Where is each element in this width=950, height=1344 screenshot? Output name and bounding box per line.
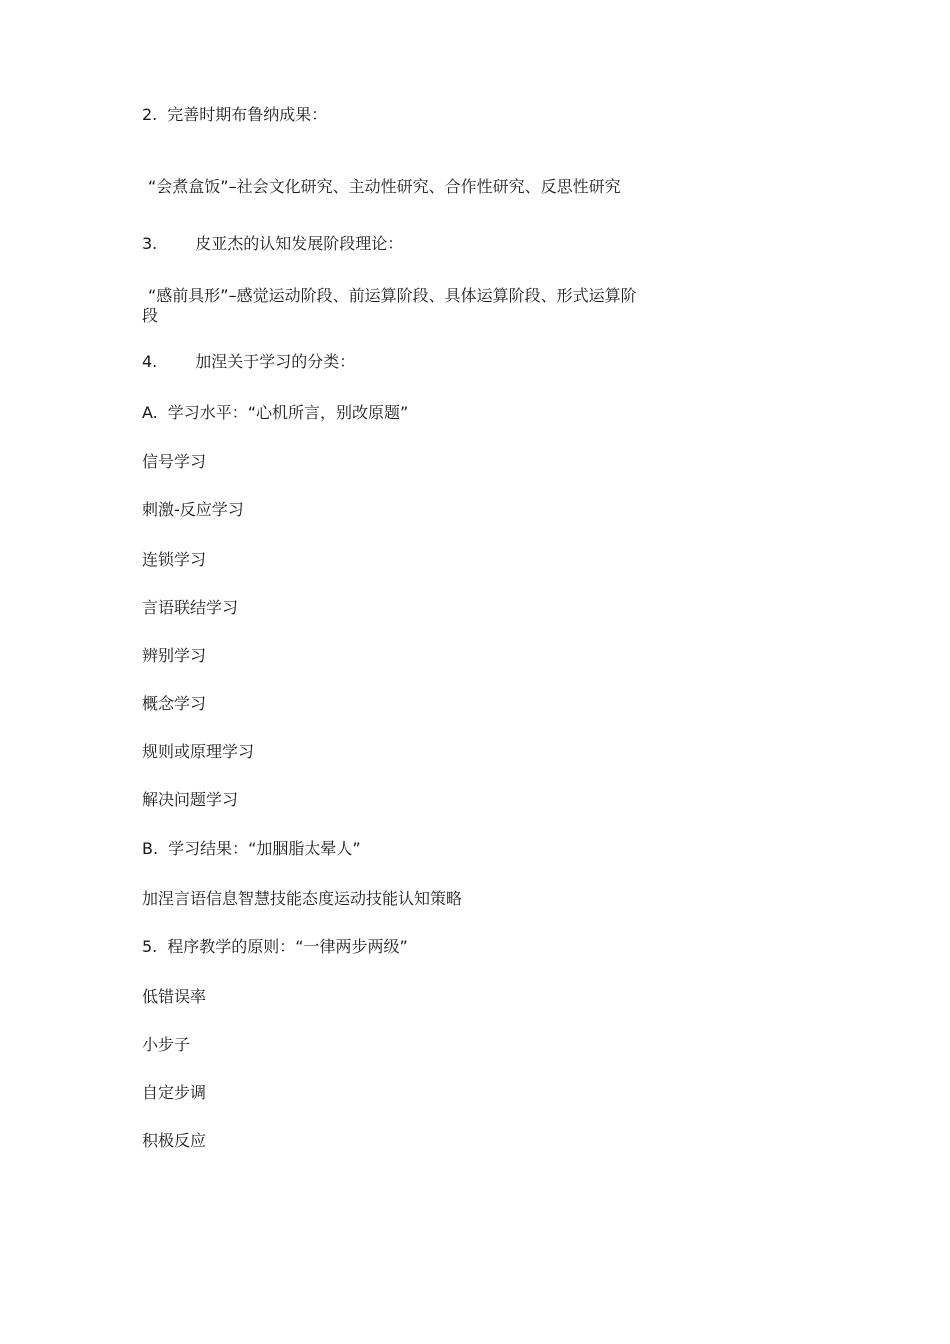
list-item: 信号学习 [142,452,207,471]
subheading-b [142,839,361,859]
heading-2 [142,105,327,125]
list-item: 辨别学习 [142,646,207,665]
learning-results: 加涅言语信息智慧技能态度运动技能认知策略 [142,889,463,908]
heading-3-text: 皮亚杰的认知发展阶段理论： [195,234,404,253]
bruner-mnemonic: “会煮盒饭”–社会文化研究、主动性研究、合作性研究、反思性研究 [148,177,621,196]
list-item: 小步子 [142,1035,191,1054]
heading-4 [142,352,355,372]
heading-2-text: 完善时期布鲁纳成果： [167,105,328,124]
heading-2-number: 2. [142,105,158,124]
heading-5-text: 程序教学的原则：“一律两步两级” [167,937,408,956]
heading-3 [142,234,403,254]
heading-5 [142,937,408,957]
subheading-b-letter: B. [142,839,159,858]
piaget-mnemonic-line-1: “感前具形”–感觉运动阶段、前运算阶段、具体运算阶段、形式运算阶 [148,286,637,305]
piaget-mnemonic-line-2: 段 [142,306,159,325]
list-item: 自定步调 [142,1083,207,1102]
list-item: 解决问题学习 [142,790,239,809]
piaget-mnemonic [142,286,702,326]
list-item: 概念学习 [142,694,207,713]
list-item: 刺激-反应学习 [142,500,244,519]
subheading-a-letter: A. [142,403,158,422]
list-item: 规则或原理学习 [142,742,255,761]
subheading-a [142,403,408,423]
list-item: 连锁学习 [142,550,207,569]
heading-4-number: 4. [142,352,158,371]
list-item: 言语联结学习 [142,598,239,617]
subheading-b-text: 学习结果：“加胭脂太晕人” [168,839,361,858]
heading-4-text: 加涅关于学习的分类： [195,352,356,371]
heading-3-number: 3. [142,234,158,253]
subheading-a-text: 学习水平：“心机所言，别改原题” [167,403,409,422]
list-item: 积极反应 [142,1131,207,1150]
list-item: 低错误率 [142,987,207,1006]
heading-5-number: 5. [142,937,158,956]
